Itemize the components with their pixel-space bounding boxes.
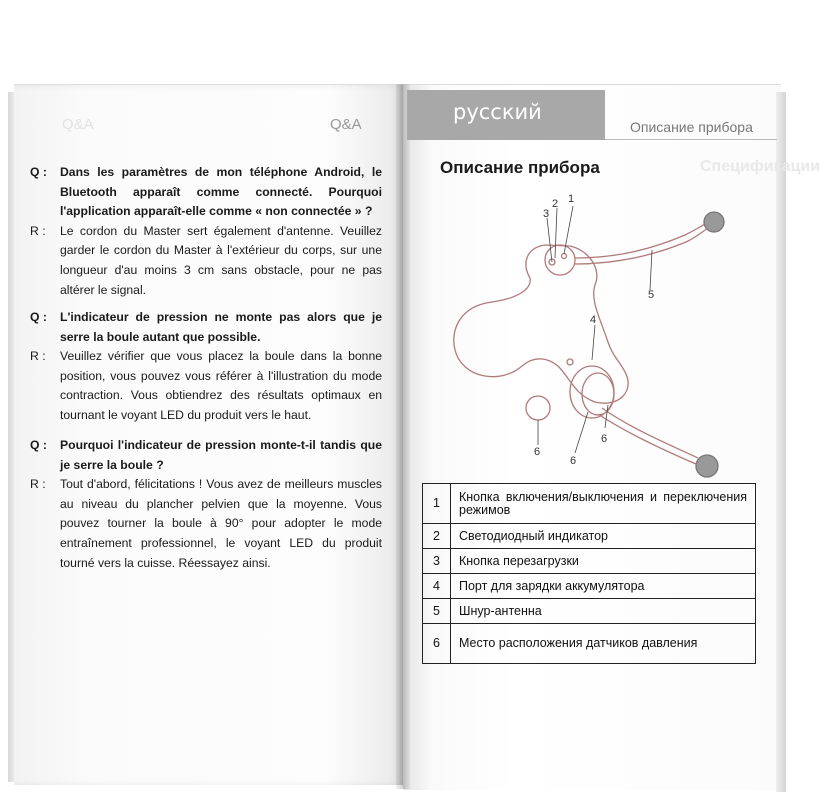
table-row	[423, 484, 756, 524]
part-name: Кнопка включения/выключения и переключения режимов	[451, 484, 756, 524]
booklet-spine	[396, 84, 410, 789]
answer-text: Le cordon du Master sert également d'antenne. Veuillez garder le cordon du Master à l'extérieur du corps, sur une longueur d'au moins 3 cm sans obstacle, pour ne pas altérer le signal.	[60, 223, 382, 297]
right-page-edge	[776, 92, 786, 792]
question-row	[30, 436, 382, 475]
left-page-header: Q&A	[330, 116, 362, 133]
part-number: 1	[423, 484, 451, 524]
question-text: L'indicateur de pression ne monte pas alors que je serre la boule autant que possible.	[60, 310, 382, 344]
qa-block-2	[30, 308, 382, 426]
label-6c: 6	[601, 433, 608, 445]
table-row	[423, 549, 756, 574]
device-diagram	[430, 180, 730, 480]
label-4: 4	[590, 314, 597, 326]
part-name: Шнур-антенна	[451, 599, 756, 624]
part-name: Светодиодный индикатор	[451, 524, 756, 549]
question-row	[30, 163, 382, 222]
answer-tag: R :	[30, 223, 46, 238]
diagram-labels	[534, 193, 654, 467]
label-2: 2	[552, 198, 559, 210]
part-number: 6	[423, 624, 451, 664]
answer-row	[30, 222, 382, 300]
question-text: Dans les paramètres de mon téléphone Android, le Bluetooth apparaît comme connecté. Pourquoi l'application apparaît-elle comme « non connectée » ?	[60, 165, 382, 219]
part-name: Место расположения датчиков давления	[451, 624, 756, 664]
device-outline	[454, 212, 724, 477]
answer-text: Tout d'abord, félicitations ! Vous avez de meilleurs muscles au niveau du plancher pelvien que la moyenne. Vous pouvez tourner la boule à 90° pour adopter le mode entraînement professionnel, le voyant LED du produit tourné vers la cuisse. Réessayez ainsi.	[60, 477, 382, 570]
right-page-header: Описание прибора	[630, 119, 753, 135]
answer-tag: R :	[30, 477, 46, 492]
question-tag: Q :	[30, 310, 47, 324]
language-tab: русский	[407, 90, 605, 140]
answer-row	[30, 347, 382, 425]
answer-tag: R :	[30, 349, 46, 364]
label-5: 5	[648, 289, 655, 301]
header-rule	[605, 139, 777, 140]
table-row	[423, 599, 756, 624]
part-number: 3	[423, 549, 451, 574]
question-text: Pourquoi l'indicateur de pression monte-t-il tandis que je serre la boule ?	[60, 438, 382, 472]
question-tag: Q :	[30, 438, 47, 452]
question-tag: Q :	[30, 165, 47, 179]
question-row	[30, 308, 382, 347]
answer-text: Veuillez vérifier que vous placez la boule dans la bonne position, vous pouvez vous référer à l'illustration du mode contraction. Vous obtiendrez des résultats optimaux en tournant le voyant LED du produit vers le haut.	[60, 349, 382, 422]
answer-row	[30, 475, 382, 573]
table-row	[423, 574, 756, 599]
table-row	[423, 624, 756, 664]
part-name: Кнопка перезагрузки	[451, 549, 756, 574]
left-page-ghost-header: Q&A	[62, 116, 94, 133]
ghost-title: Спецификации	[700, 158, 820, 175]
label-3: 3	[543, 208, 550, 220]
label-6b: 6	[570, 455, 577, 467]
parts-table	[422, 483, 756, 664]
label-1: 1	[568, 193, 575, 205]
qa-block-3	[30, 436, 382, 573]
section-title: Описание прибора	[440, 158, 600, 177]
qa-block-1	[30, 163, 382, 300]
part-number: 5	[423, 599, 451, 624]
part-name: Порт для зарядки аккумулятора	[451, 574, 756, 599]
leader-lines	[538, 206, 655, 453]
part-number: 2	[423, 524, 451, 549]
label-6a: 6	[534, 446, 541, 458]
table-row	[423, 524, 756, 549]
part-number: 4	[423, 574, 451, 599]
